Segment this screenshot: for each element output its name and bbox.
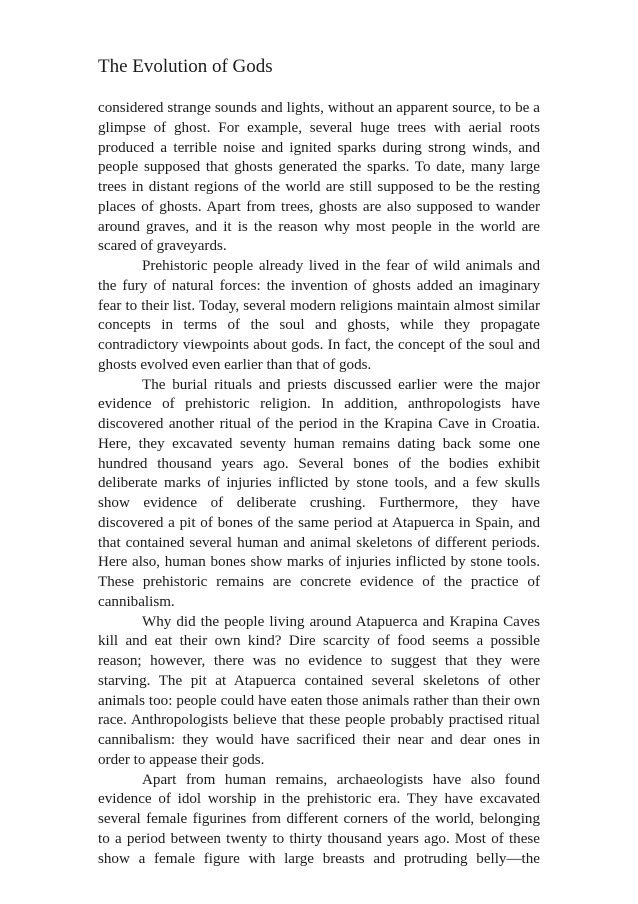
paragraph-idol-worship: Apart from human remains, archaeologists have also found evidence of idol worship in the prehistoric era. They have excavated several female figurines from different corners of the world, belonging to a period between twenty to thirty thousand years ago. Most of these show a female figure with large breasts and protruding belly—the: [98, 771, 540, 867]
body-text: [98, 99, 540, 869]
paragraph-prehistoric-fear: Prehistoric people already lived in the fear of wild animals and the fury of natural forces: the invention of ghosts added an imaginary fear to their list. Today, several modern religions maintain almost similar concepts in terms of the soul and ghosts, while they propagate contradictory viewpoints about gods. In fact, the concept of the soul and ghosts evolved even earlier than that of gods.: [98, 258, 540, 373]
running-title: The Evolution of Gods: [98, 56, 273, 77]
paragraph-burial-rituals: The burial rituals and priests discussed earlier were the major evidence of prehistoric religion. In addition, anthropologists have discovered another ritual of the period in the Krapina Cave in Croatia. Here, they excavated seventy human remains dating back some one hundred thousand years ago. Several bones of the bodies exhibit deliberate marks of injuries inflicted by stone tools, and a few skulls show evidence of deliberate crushing. Furthermore, they have discovered a pit of bones of the same period at Atapuerca in Spain, and that contained several human and animal skeletons of different periods. Here also, human bones show marks of injuries inflicted by stone tools. These prehistoric remains are concrete evidence of the practice of cannibalism.: [98, 376, 540, 610]
paragraph-continued-ghosts: considered strange sounds and lights, without an apparent source, to be a glimpse of ghost. For example, several huge trees with aerial roots produced a terrible noise and ignited sparks during strong winds, and people supposed that ghosts generated the sparks. To date, many large trees in distant regions of the world are still supposed to be the resting places of ghosts. Apart from trees, ghosts are also supposed to wander around graves, and it is the reason why most people in the world are scared of graveyards.: [98, 100, 540, 255]
paragraph-cannibalism-reasons: Why did the people living around Atapuerca and Krapina Caves kill and eat their own kind? Dire scarcity of food seems a possible reason; however, there was no evidence to suggest that they were starving. The pit at Atapuerca contained several skeletons of other animals too: people could have eaten those animals rather than their own race. Anthropologists believe that these people probably practised ritual cannibalism: they would have sacrificed their near and dear ones in order to appease their gods.: [98, 613, 540, 768]
